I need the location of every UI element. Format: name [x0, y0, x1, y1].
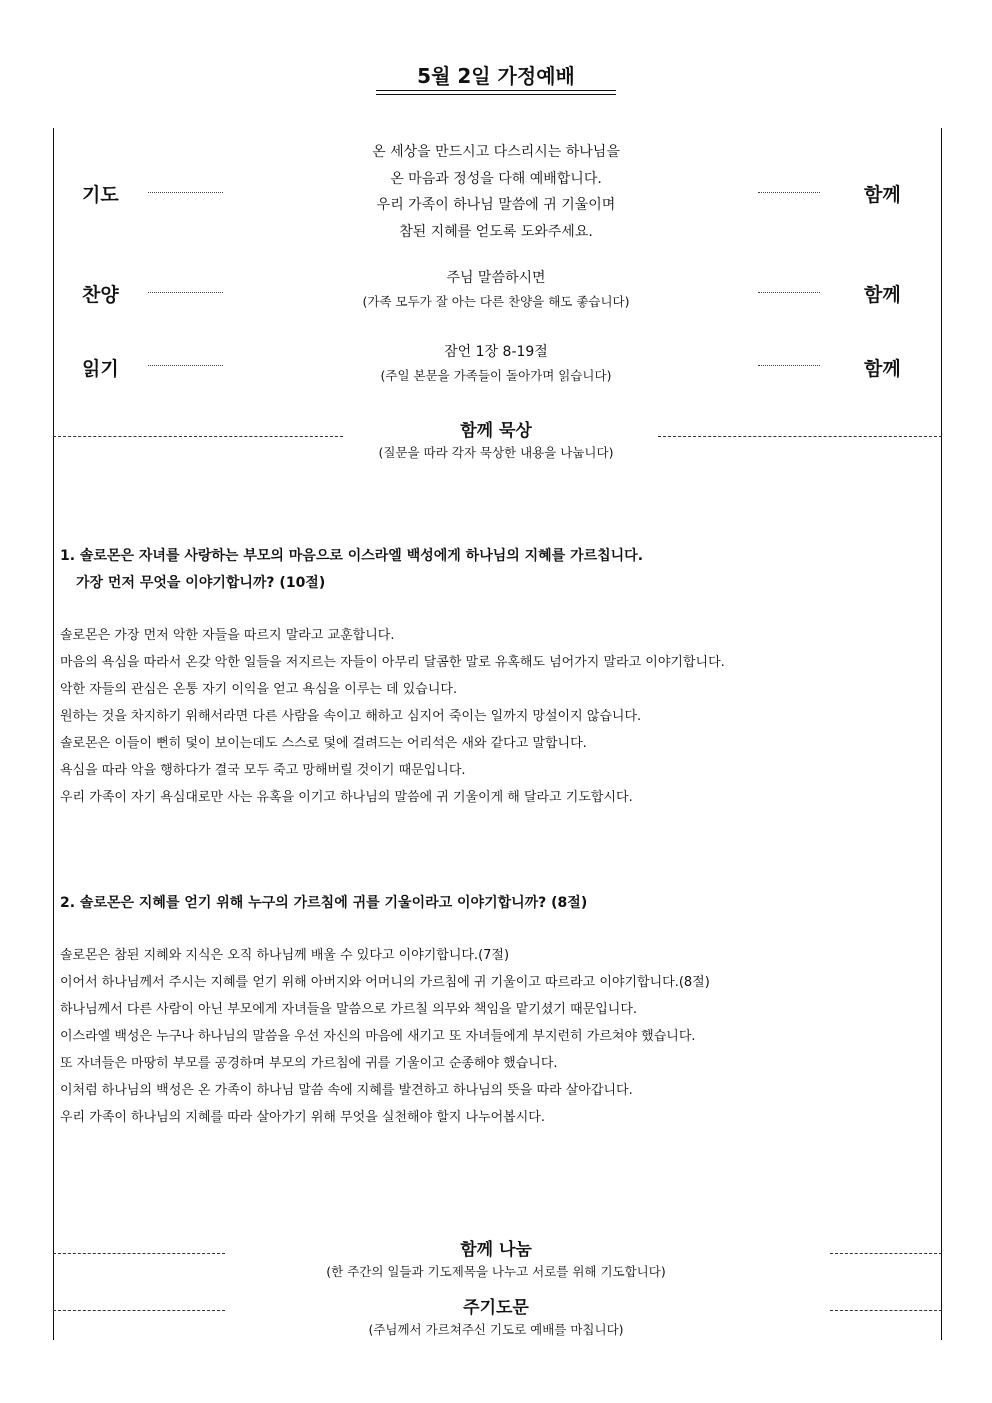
left-border — [53, 128, 54, 1340]
answer-line: 솔로몬은 이들이 뻔히 덫이 보이는데도 스스로 덫에 걸려드는 어리석은 새와 같다고 말합니다. — [60, 736, 587, 751]
meditation-note: (질문을 따라 각자 묵상한 내용을 나눕니다) — [378, 445, 614, 460]
closing-note: (주님께서 가르쳐주신 기도로 예배를 마칩니다) — [368, 1322, 624, 1337]
closing-section — [0, 1293, 992, 1338]
praise-text — [200, 266, 792, 314]
title-underline-2 — [376, 94, 616, 95]
dotted-leader — [758, 192, 820, 193]
sharing-title: 함께 나눔 — [460, 1240, 532, 1260]
reading-note: (주일 본문을 가족들이 돌아가며 읽습니다) — [380, 368, 612, 383]
reading-passage: 잠언 1장 8-19절 — [444, 344, 548, 360]
answer-line: 원하는 것을 차지하기 위해서라면 다른 사람을 속이고 해하고 심지어 죽이는 일까지 망설이지 않습니다. — [60, 709, 642, 724]
prayer-line: 온 세상을 만드시고 다스리시는 하나님을 — [372, 144, 620, 160]
closing-title: 주기도문 — [463, 1298, 529, 1318]
answer-1 — [60, 622, 940, 811]
answer-line: 마음의 욕심을 따라서 온갖 악한 일들을 저지르는 자들이 아무리 달콤한 말로 유혹해도 넘어가지 말라고 이야기합니다. — [60, 655, 725, 670]
meditation-section — [0, 416, 992, 461]
prayer-line: 참된 지혜를 얻도록 도와주세요. — [399, 223, 593, 240]
prayer-line: 온 마음과 정성을 다해 예배합니다. — [390, 170, 602, 187]
meditation-title: 함께 묵상 — [460, 421, 532, 441]
row-label-reading: 읽기 — [82, 358, 119, 380]
page-title: 5월 2일 가정예배 — [417, 64, 575, 88]
question-2: 2. 솔로몬은 지혜를 얻기 위해 누구의 가르침에 귀를 기울이라고 이야기합니까? (8절) — [60, 895, 588, 911]
question-1-line: 1. 솔로몬은 자녀를 사랑하는 부모의 마음으로 이스라엘 백성에게 하나님의 지혜를 가르칩니다. — [60, 548, 644, 564]
dotted-leader — [758, 292, 820, 293]
question-1 — [60, 543, 940, 597]
title-underline — [376, 90, 616, 91]
answer-line: 우리 가족이 자기 욕심대로만 사는 유혹을 이기고 하나님의 말씀에 귀 기울이게 해 달라고 기도합시다. — [60, 790, 633, 805]
question-1-line: 가장 먼저 무엇을 이야기합니까? (10절) — [76, 575, 326, 591]
reading-text — [200, 340, 792, 388]
sharing-section — [0, 1235, 992, 1280]
answer-line: 우리 가족이 하나님의 지혜를 따라 살아가기 위해 무엇을 실천해야 할지 나누어봅시다. — [60, 1110, 545, 1125]
row-right-together: 함께 — [864, 184, 901, 206]
praise-note: (가족 모두가 잘 아는 다른 찬양을 해도 좋습니다) — [362, 294, 630, 309]
dotted-leader — [758, 365, 820, 366]
row-label-prayer: 기도 — [82, 184, 119, 206]
answer-line: 이어서 하나님께서 주시는 지혜를 얻기 위해 아버지와 어머니의 가르침에 귀 기울이고 따르라고 이야기합니다.(8절) — [60, 975, 710, 990]
prayer-text — [200, 139, 792, 245]
answer-line: 욕심을 따라 악을 행하다가 결국 모두 죽고 망해버릴 것이기 때문입니다. — [60, 763, 466, 778]
row-right-together: 함께 — [864, 358, 901, 380]
answer-line: 이스라엘 백성은 누구나 하나님의 말씀을 우선 자신의 마음에 새기고 또 자녀들에게 부지런히 가르쳐야 했습니다. — [60, 1029, 696, 1044]
answer-line: 이처럼 하나님의 백성은 온 가족이 하나님 말씀 속에 지혜를 발견하고 하나님의 뜻을 따라 살아갑니다. — [60, 1083, 633, 1098]
right-border — [941, 128, 942, 1340]
answer-2 — [60, 942, 940, 1131]
sharing-note: (한 주간의 일들과 기도제목을 나누고 서로를 위해 기도합니다) — [326, 1264, 666, 1279]
answer-line: 솔로몬은 가장 먼저 악한 자들을 따르지 말라고 교훈합니다. — [60, 628, 395, 643]
answer-line: 또 자녀들은 마땅히 부모를 공경하며 부모의 가르침에 귀를 기울이고 순종해야 했습니다. — [60, 1056, 558, 1071]
praise-song: 주님 말씀하시면 — [446, 270, 546, 286]
answer-line: 하나님께서 다른 사람이 아닌 부모에게 자녀들을 말씀으로 가르칠 의무와 책임을 맡기셨기 때문입니다. — [60, 1002, 638, 1017]
row-label-praise: 찬양 — [82, 284, 119, 306]
row-right-together: 함께 — [864, 284, 901, 306]
answer-line: 솔로몬은 참된 지혜와 지식은 오직 하나님께 배울 수 있다고 이야기합니다.(7절) — [60, 948, 510, 963]
prayer-line: 우리 가족이 하나님 말씀에 귀 기울이며 — [376, 197, 616, 213]
answer-line: 악한 자들의 관심은 온통 자기 이익을 얻고 욕심을 이루는 데 있습니다. — [60, 682, 458, 697]
